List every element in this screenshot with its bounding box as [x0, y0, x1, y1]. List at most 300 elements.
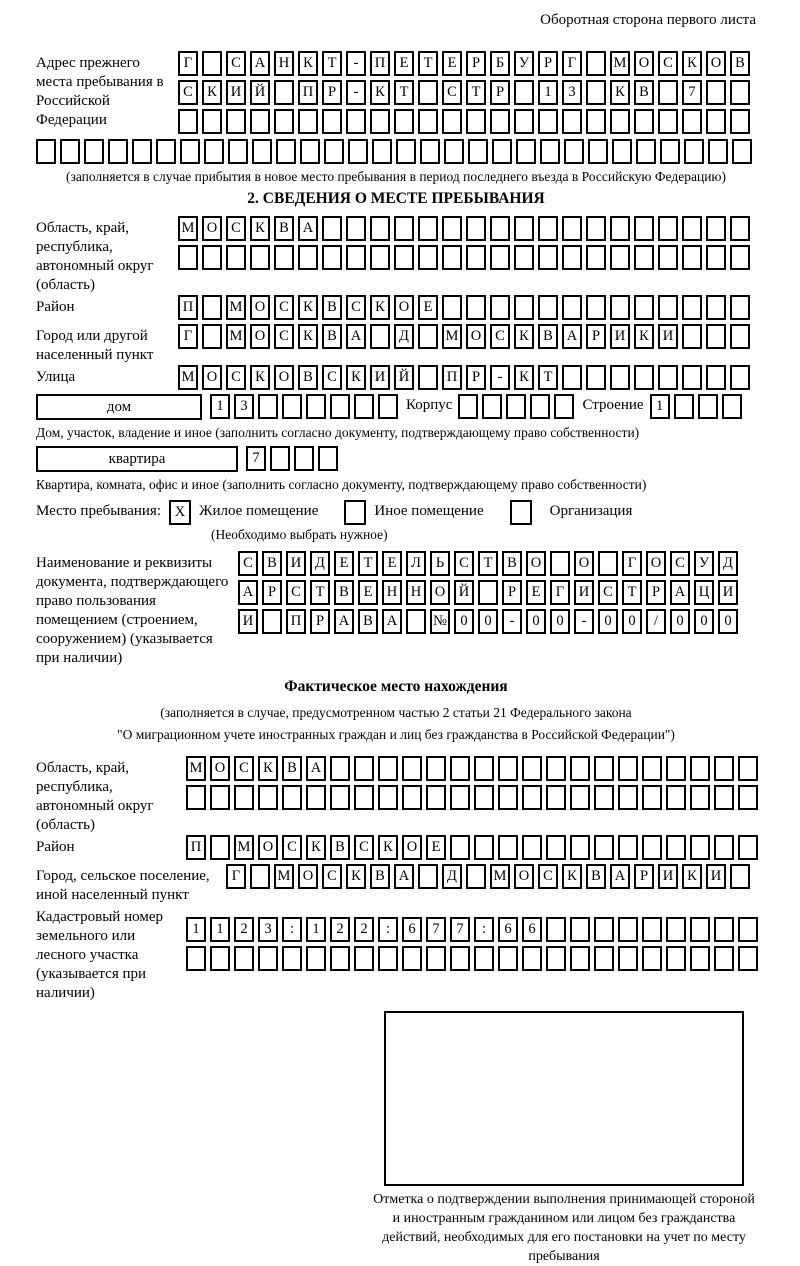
char-cell[interactable]: С [226, 51, 246, 76]
char-cell[interactable]: И [286, 551, 306, 576]
char-cell[interactable]: С [454, 551, 474, 576]
char-cell[interactable] [618, 785, 638, 810]
char-cell[interactable] [658, 245, 678, 270]
char-cell[interactable]: 3 [562, 80, 582, 105]
char-cell[interactable] [418, 324, 438, 349]
char-cell[interactable] [530, 394, 550, 419]
char-cell[interactable]: Н [274, 51, 294, 76]
char-cell[interactable] [378, 946, 398, 971]
char-cell[interactable]: Т [310, 580, 330, 605]
char-cell[interactable] [714, 756, 734, 781]
char-cell[interactable]: 6 [402, 917, 422, 942]
char-cell[interactable]: М [226, 295, 246, 320]
char-cell[interactable] [610, 365, 630, 390]
char-cell[interactable]: Н [382, 580, 402, 605]
char-cell[interactable] [492, 139, 512, 164]
char-cell[interactable] [706, 109, 726, 134]
char-cell[interactable] [450, 835, 470, 860]
char-cell[interactable]: Т [418, 51, 438, 76]
char-cell[interactable] [682, 295, 702, 320]
char-cell[interactable] [594, 835, 614, 860]
char-cell[interactable]: 1 [210, 394, 230, 419]
char-cell[interactable] [180, 139, 200, 164]
char-cell[interactable] [666, 946, 686, 971]
char-cell[interactable]: Р [502, 580, 522, 605]
char-cell[interactable]: К [258, 756, 278, 781]
char-cell[interactable] [706, 295, 726, 320]
char-cell[interactable]: О [250, 295, 270, 320]
char-cell[interactable] [586, 51, 606, 76]
char-cell[interactable]: В [274, 216, 294, 241]
char-cell[interactable] [406, 609, 426, 634]
char-cell[interactable]: В [334, 580, 354, 605]
char-cell[interactable] [538, 109, 558, 134]
char-cell[interactable] [642, 835, 662, 860]
char-cell[interactable]: Е [418, 295, 438, 320]
char-cell[interactable] [466, 245, 486, 270]
char-cell[interactable] [282, 785, 302, 810]
char-cell[interactable]: О [526, 551, 546, 576]
char-cell[interactable]: Е [358, 580, 378, 605]
char-cell[interactable] [474, 785, 494, 810]
char-cell[interactable]: О [514, 864, 534, 889]
char-cell[interactable]: К [298, 295, 318, 320]
char-cell[interactable] [658, 216, 678, 241]
char-cell[interactable] [570, 756, 590, 781]
char-cell[interactable] [730, 365, 750, 390]
char-cell[interactable]: : [282, 917, 302, 942]
char-cell[interactable]: 3 [258, 917, 278, 942]
char-cell[interactable] [522, 835, 542, 860]
char-cell[interactable]: О [634, 51, 654, 76]
char-cell[interactable]: П [442, 365, 462, 390]
char-cell[interactable]: Р [466, 51, 486, 76]
char-cell[interactable]: О [574, 551, 594, 576]
char-cell[interactable] [554, 394, 574, 419]
char-cell[interactable]: X [169, 500, 191, 525]
char-cell[interactable] [84, 139, 104, 164]
char-cell[interactable]: А [670, 580, 690, 605]
char-cell[interactable] [570, 785, 590, 810]
char-cell[interactable] [426, 785, 446, 810]
char-cell[interactable]: О [202, 365, 222, 390]
char-cell[interactable]: В [358, 609, 378, 634]
char-cell[interactable] [250, 864, 270, 889]
char-cell[interactable] [466, 109, 486, 134]
char-cell[interactable]: Р [634, 864, 654, 889]
char-cell[interactable] [250, 109, 270, 134]
char-cell[interactable] [690, 946, 710, 971]
char-cell[interactable] [474, 835, 494, 860]
char-cell[interactable] [346, 245, 366, 270]
char-cell[interactable]: А [382, 609, 402, 634]
char-cell[interactable] [660, 139, 680, 164]
char-cell[interactable] [514, 295, 534, 320]
char-cell[interactable] [562, 109, 582, 134]
char-cell[interactable] [202, 245, 222, 270]
char-cell[interactable] [378, 394, 398, 419]
char-cell[interactable]: К [378, 835, 398, 860]
char-cell[interactable]: 0 [454, 609, 474, 634]
char-cell[interactable] [394, 245, 414, 270]
char-cell[interactable] [262, 609, 282, 634]
char-cell[interactable]: М [186, 756, 206, 781]
char-cell[interactable]: 1 [306, 917, 326, 942]
char-cell[interactable]: А [562, 324, 582, 349]
char-cell[interactable] [108, 139, 128, 164]
char-cell[interactable] [658, 295, 678, 320]
char-cell[interactable]: С [274, 324, 294, 349]
char-cell[interactable] [682, 216, 702, 241]
char-cell[interactable] [610, 295, 630, 320]
char-cell[interactable] [346, 216, 366, 241]
char-cell[interactable] [442, 295, 462, 320]
char-cell[interactable]: 0 [670, 609, 690, 634]
char-cell[interactable]: 2 [354, 917, 374, 942]
char-cell[interactable]: С [346, 295, 366, 320]
char-cell[interactable] [178, 109, 198, 134]
char-cell[interactable] [474, 946, 494, 971]
char-cell[interactable] [730, 80, 750, 105]
char-cell[interactable] [274, 245, 294, 270]
char-cell[interactable] [370, 109, 390, 134]
char-cell[interactable]: Й [394, 365, 414, 390]
char-cell[interactable] [610, 216, 630, 241]
char-cell[interactable] [202, 295, 222, 320]
char-cell[interactable]: Т [358, 551, 378, 576]
char-cell[interactable]: И [574, 580, 594, 605]
char-cell[interactable] [418, 864, 438, 889]
char-cell[interactable]: : [474, 917, 494, 942]
char-cell[interactable] [418, 245, 438, 270]
char-cell[interactable] [330, 946, 350, 971]
char-cell[interactable] [378, 756, 398, 781]
char-cell[interactable] [370, 245, 390, 270]
char-cell[interactable]: И [706, 864, 726, 889]
char-cell[interactable] [204, 139, 224, 164]
char-cell[interactable]: К [514, 324, 534, 349]
char-cell[interactable]: В [282, 756, 302, 781]
char-cell[interactable] [370, 324, 390, 349]
char-cell[interactable] [210, 835, 230, 860]
char-cell[interactable] [418, 216, 438, 241]
char-cell[interactable] [378, 785, 398, 810]
char-cell[interactable]: С [354, 835, 374, 860]
char-cell[interactable] [684, 139, 704, 164]
char-cell[interactable]: - [346, 51, 366, 76]
char-cell[interactable] [690, 917, 710, 942]
char-cell[interactable]: 0 [550, 609, 570, 634]
char-cell[interactable] [666, 756, 686, 781]
char-cell[interactable]: - [490, 365, 510, 390]
char-cell[interactable]: А [298, 216, 318, 241]
char-cell[interactable]: 6 [498, 917, 518, 942]
char-cell[interactable]: М [226, 324, 246, 349]
char-cell[interactable]: Е [526, 580, 546, 605]
char-cell[interactable] [738, 917, 758, 942]
char-cell[interactable]: К [682, 864, 702, 889]
char-cell[interactable] [202, 324, 222, 349]
char-cell[interactable] [538, 216, 558, 241]
char-cell[interactable]: / [646, 609, 666, 634]
stay-option-organization-checkbox[interactable] [510, 500, 532, 525]
stay-option-residential-checkbox[interactable] [169, 500, 191, 525]
char-cell[interactable] [234, 785, 254, 810]
char-cell[interactable] [402, 785, 422, 810]
char-cell[interactable]: О [430, 580, 450, 605]
char-cell[interactable]: 2 [330, 917, 350, 942]
char-cell[interactable]: - [574, 609, 594, 634]
char-cell[interactable]: И [610, 324, 630, 349]
char-cell[interactable] [666, 917, 686, 942]
char-cell[interactable]: В [502, 551, 522, 576]
char-cell[interactable] [550, 551, 570, 576]
char-cell[interactable] [642, 785, 662, 810]
char-cell[interactable]: М [442, 324, 462, 349]
char-cell[interactable] [482, 394, 502, 419]
char-cell[interactable]: Г [562, 51, 582, 76]
char-cell[interactable] [468, 139, 488, 164]
char-cell[interactable]: 6 [522, 917, 542, 942]
char-cell[interactable]: И [238, 609, 258, 634]
char-cell[interactable]: М [490, 864, 510, 889]
char-cell[interactable] [522, 785, 542, 810]
char-cell[interactable] [354, 394, 374, 419]
char-cell[interactable] [706, 216, 726, 241]
char-cell[interactable] [466, 864, 486, 889]
char-cell[interactable] [730, 324, 750, 349]
char-cell[interactable] [450, 756, 470, 781]
char-cell[interactable] [642, 946, 662, 971]
char-cell[interactable]: Л [406, 551, 426, 576]
char-cell[interactable] [514, 216, 534, 241]
char-cell[interactable] [178, 245, 198, 270]
char-cell[interactable] [618, 835, 638, 860]
char-cell[interactable]: Р [646, 580, 666, 605]
char-cell[interactable]: № [430, 609, 450, 634]
char-cell[interactable] [642, 756, 662, 781]
char-cell[interactable] [234, 946, 254, 971]
char-cell[interactable] [546, 785, 566, 810]
char-cell[interactable] [442, 216, 462, 241]
char-cell[interactable] [562, 216, 582, 241]
char-cell[interactable] [202, 51, 222, 76]
char-cell[interactable]: П [370, 51, 390, 76]
char-cell[interactable] [586, 365, 606, 390]
char-cell[interactable] [294, 446, 314, 471]
char-cell[interactable]: 7 [246, 446, 266, 471]
char-cell[interactable] [546, 917, 566, 942]
char-cell[interactable] [714, 946, 734, 971]
stay-option-other-checkbox[interactable] [344, 500, 366, 525]
char-cell[interactable] [682, 324, 702, 349]
char-cell[interactable]: О [646, 551, 666, 576]
char-cell[interactable]: А [394, 864, 414, 889]
char-cell[interactable] [666, 835, 686, 860]
char-cell[interactable] [324, 139, 344, 164]
char-cell[interactable] [420, 139, 440, 164]
char-cell[interactable] [60, 139, 80, 164]
char-cell[interactable]: У [514, 51, 534, 76]
char-cell[interactable] [634, 216, 654, 241]
char-cell[interactable] [562, 245, 582, 270]
char-cell[interactable] [466, 216, 486, 241]
char-cell[interactable] [666, 785, 686, 810]
char-cell[interactable] [730, 864, 750, 889]
char-cell[interactable] [274, 109, 294, 134]
char-cell[interactable]: О [258, 835, 278, 860]
char-cell[interactable] [186, 946, 206, 971]
char-cell[interactable] [226, 245, 246, 270]
char-cell[interactable] [458, 394, 478, 419]
char-cell[interactable]: С [286, 580, 306, 605]
char-cell[interactable]: П [178, 295, 198, 320]
char-cell[interactable]: О [466, 324, 486, 349]
char-cell[interactable]: С [234, 756, 254, 781]
char-cell[interactable] [186, 785, 206, 810]
char-cell[interactable] [330, 756, 350, 781]
char-cell[interactable] [722, 394, 742, 419]
char-cell[interactable] [490, 245, 510, 270]
char-cell[interactable]: А [306, 756, 326, 781]
char-cell[interactable] [730, 245, 750, 270]
char-cell[interactable]: С [274, 295, 294, 320]
char-cell[interactable]: О [274, 365, 294, 390]
char-cell[interactable] [612, 139, 632, 164]
char-cell[interactable] [394, 216, 414, 241]
char-cell[interactable] [306, 394, 326, 419]
char-cell[interactable] [394, 109, 414, 134]
char-cell[interactable] [546, 946, 566, 971]
char-cell[interactable] [546, 835, 566, 860]
char-cell[interactable] [322, 245, 342, 270]
char-cell[interactable] [330, 394, 350, 419]
char-cell[interactable] [564, 139, 584, 164]
char-cell[interactable] [522, 946, 542, 971]
char-cell[interactable]: Р [538, 51, 558, 76]
char-cell[interactable]: О [210, 756, 230, 781]
char-cell[interactable] [274, 80, 294, 105]
char-cell[interactable]: С [282, 835, 302, 860]
char-cell[interactable] [510, 500, 532, 525]
char-cell[interactable] [522, 756, 542, 781]
char-cell[interactable] [298, 109, 318, 134]
char-cell[interactable] [344, 500, 366, 525]
char-cell[interactable] [690, 756, 710, 781]
char-cell[interactable] [730, 109, 750, 134]
char-cell[interactable]: К [370, 80, 390, 105]
char-cell[interactable] [490, 295, 510, 320]
char-cell[interactable]: Г [178, 51, 198, 76]
char-cell[interactable] [426, 756, 446, 781]
char-cell[interactable] [636, 139, 656, 164]
char-cell[interactable] [442, 109, 462, 134]
char-cell[interactable] [570, 946, 590, 971]
char-cell[interactable]: К [370, 295, 390, 320]
char-cell[interactable]: К [682, 51, 702, 76]
char-cell[interactable] [478, 580, 498, 605]
char-cell[interactable] [618, 756, 638, 781]
char-cell[interactable] [738, 785, 758, 810]
char-cell[interactable]: С [442, 80, 462, 105]
char-cell[interactable]: Т [466, 80, 486, 105]
char-cell[interactable]: 0 [598, 609, 618, 634]
char-cell[interactable]: Р [322, 80, 342, 105]
char-cell[interactable]: Р [586, 324, 606, 349]
char-cell[interactable] [282, 946, 302, 971]
char-cell[interactable] [586, 216, 606, 241]
char-cell[interactable] [634, 295, 654, 320]
char-cell[interactable]: О [202, 216, 222, 241]
char-cell[interactable]: Т [478, 551, 498, 576]
char-cell[interactable] [610, 245, 630, 270]
char-cell[interactable]: Д [310, 551, 330, 576]
char-cell[interactable] [546, 756, 566, 781]
char-cell[interactable] [634, 109, 654, 134]
char-cell[interactable]: Й [454, 580, 474, 605]
char-cell[interactable]: А [346, 324, 366, 349]
char-cell[interactable] [586, 295, 606, 320]
char-cell[interactable] [418, 109, 438, 134]
char-cell[interactable] [354, 785, 374, 810]
char-cell[interactable] [738, 946, 758, 971]
char-cell[interactable]: Р [490, 80, 510, 105]
char-cell[interactable]: М [178, 365, 198, 390]
char-cell[interactable]: - [502, 609, 522, 634]
char-cell[interactable] [538, 295, 558, 320]
char-cell[interactable]: К [346, 365, 366, 390]
char-cell[interactable]: М [234, 835, 254, 860]
char-cell[interactable] [698, 394, 718, 419]
char-cell[interactable] [418, 365, 438, 390]
char-cell[interactable]: П [286, 609, 306, 634]
char-cell[interactable]: М [274, 864, 294, 889]
char-cell[interactable]: А [250, 51, 270, 76]
char-cell[interactable]: А [610, 864, 630, 889]
char-cell[interactable] [444, 139, 464, 164]
char-cell[interactable]: Е [334, 551, 354, 576]
char-cell[interactable] [132, 139, 152, 164]
char-cell[interactable] [708, 139, 728, 164]
char-cell[interactable] [372, 139, 392, 164]
char-cell[interactable] [282, 394, 302, 419]
char-cell[interactable] [690, 785, 710, 810]
char-cell[interactable]: 1 [650, 394, 670, 419]
char-cell[interactable] [498, 946, 518, 971]
char-cell[interactable] [730, 295, 750, 320]
char-cell[interactable]: Г [622, 551, 642, 576]
char-cell[interactable] [442, 245, 462, 270]
char-cell[interactable]: Е [394, 51, 414, 76]
char-cell[interactable]: С [658, 51, 678, 76]
char-cell[interactable]: А [238, 580, 258, 605]
char-cell[interactable] [226, 109, 246, 134]
char-cell[interactable]: П [186, 835, 206, 860]
char-cell[interactable] [418, 80, 438, 105]
char-cell[interactable] [426, 946, 446, 971]
char-cell[interactable]: С [670, 551, 690, 576]
char-cell[interactable]: Д [394, 324, 414, 349]
char-cell[interactable]: С [226, 365, 246, 390]
char-cell[interactable]: Т [538, 365, 558, 390]
char-cell[interactable]: Т [394, 80, 414, 105]
char-cell[interactable]: К [562, 864, 582, 889]
char-cell[interactable] [450, 946, 470, 971]
char-cell[interactable] [36, 139, 56, 164]
char-cell[interactable]: Р [466, 365, 486, 390]
char-cell[interactable] [588, 139, 608, 164]
char-cell[interactable] [586, 80, 606, 105]
